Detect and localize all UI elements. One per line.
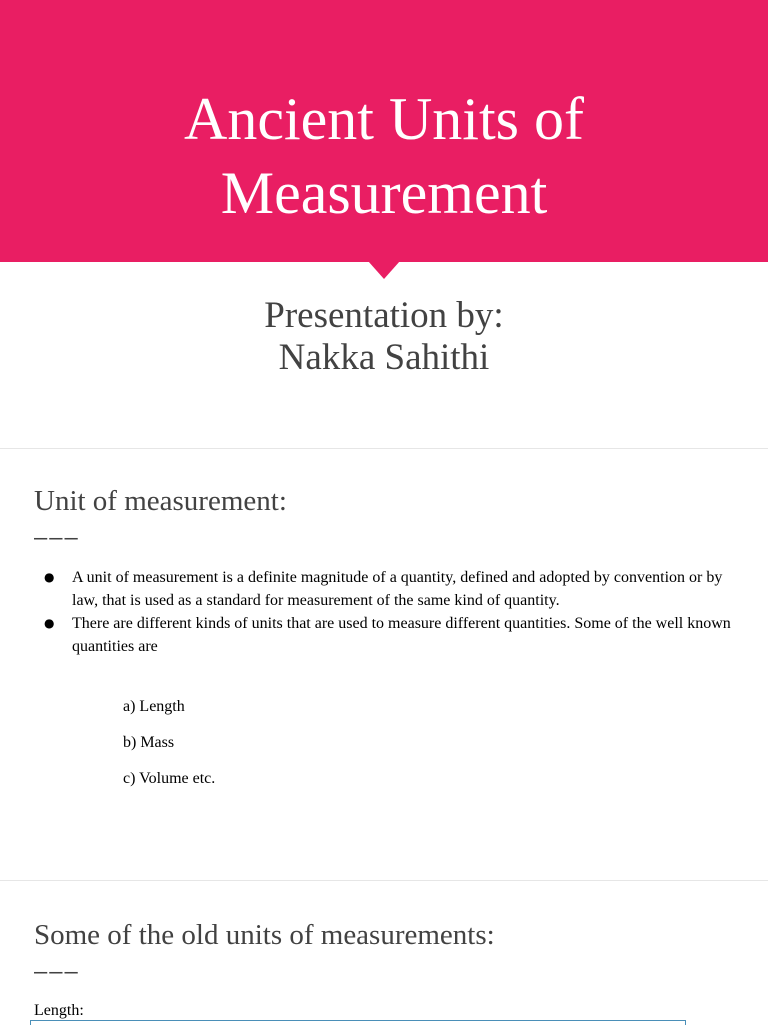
slide2-heading: Unit of measurement:	[34, 485, 287, 517]
slide-title-line1: Ancient Units of	[184, 86, 584, 152]
bullet-list	[44, 566, 744, 658]
slide2-dashes: –––	[34, 526, 80, 551]
title-slide	[0, 0, 768, 448]
slide3-dashes: –––	[34, 960, 80, 985]
subtitle-line2: Nakka Sahithi	[278, 337, 490, 378]
slide-title-line2: Measurement	[220, 160, 548, 226]
list-item	[44, 566, 744, 612]
length-label: Length:	[34, 1002, 84, 1019]
bullet-text: There are different kinds of units that are used to measure different quantities. Some of the well known quantities are	[72, 615, 731, 655]
slide3-heading: Some of the old units of measurements:	[34, 919, 495, 951]
title-banner	[0, 0, 768, 262]
list-item: b) Mass	[123, 734, 175, 751]
list-item: a) Length	[123, 698, 185, 715]
banner-notch	[368, 261, 400, 279]
bullet-text: A unit of measurement is a definite magnitude of a quantity, defined and adopted by convention or by law, that is used as a standard for measurement of the same kind of quantity.	[72, 569, 723, 609]
slide-divider	[0, 448, 768, 449]
quantity-list	[123, 695, 215, 803]
slide-title	[0, 82, 768, 230]
bullet-marker: ●	[44, 616, 55, 630]
list-item	[44, 612, 744, 658]
list-item: c) Volume etc.	[123, 770, 216, 787]
slide-divider	[0, 880, 768, 881]
bullet-marker: ●	[44, 570, 55, 584]
table-border	[30, 1020, 686, 1025]
subtitle-line1: Presentation by:	[264, 295, 504, 336]
slide-subtitle	[0, 295, 768, 379]
